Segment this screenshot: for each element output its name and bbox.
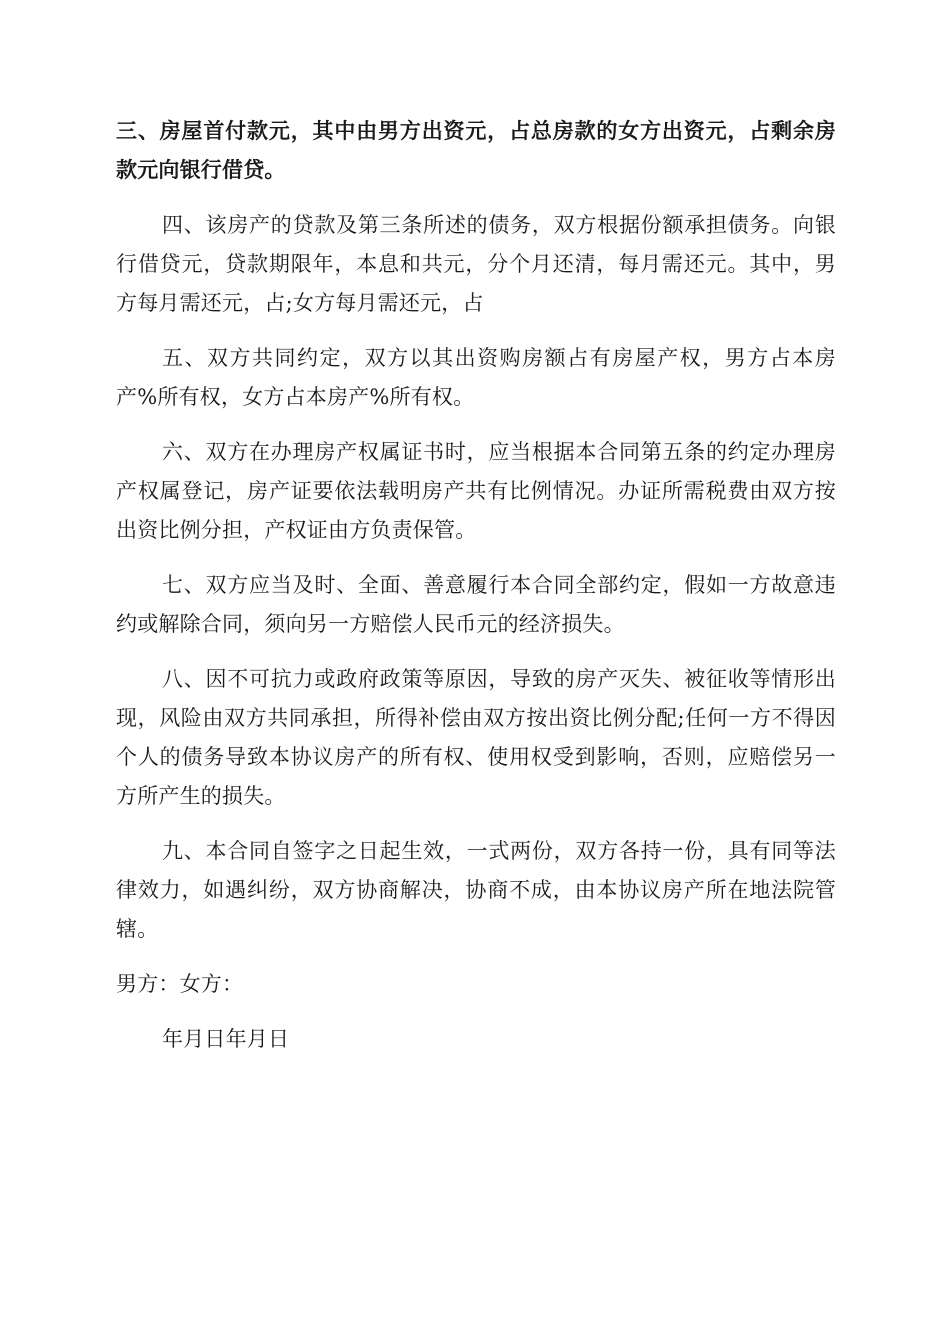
clause-6: 六、双方在办理房产权属证书时，应当根据本合同第五条的约定办理房产权属登记，房产证要依法载明房产共有比例情况。办证所需税费由双方按出资比例分担，产权证由方负责保管。 — [116, 440, 836, 542]
clause-3: 三、房屋首付款元，其中由男方出资元，占总房款的女方出资元，占剩余房款元向银行借贷。 — [116, 119, 836, 182]
clause-9: 九、本合同自签字之日起生效，一式两份，双方各持一份，具有同等法律效力，如遇纠纷，双方协商解决，协商不成，由本协议房产所在地法院管辖。 — [116, 839, 836, 941]
date-line: 年月日年月日 — [162, 1027, 290, 1051]
clause-5: 五、双方共同约定，双方以其出资购房额占有房屋产权，男方占本房产%所有权，女方占本房产%所有权。 — [116, 346, 836, 409]
clause-7: 七、双方应当及时、全面、善意履行本合同全部约定，假如一方故意违约或解除合同，须向另一方赔偿人民币元的经济损失。 — [116, 573, 836, 636]
document-page — [116, 112, 836, 1059]
clause-4: 四、该房产的贷款及第三条所述的债务，双方根据份额承担债务。向银行借贷元，贷款期限年，本息和共元，分个月还清，每月需还元。其中，男方每月需还元，占;女方每月需还元，占 — [116, 213, 836, 315]
signature-line: 男方：女方： — [116, 972, 244, 996]
clause-8: 八、因不可抗力或政府政策等原因，导致的房产灭失、被征收等情形出现，风险由双方共同承担，所得补偿由双方按出资比例分配;任何一方不得因个人的债务导致本协议房产的所有权、使用权受到影响，否则，应赔偿另一方所产生的损失。 — [116, 667, 836, 808]
